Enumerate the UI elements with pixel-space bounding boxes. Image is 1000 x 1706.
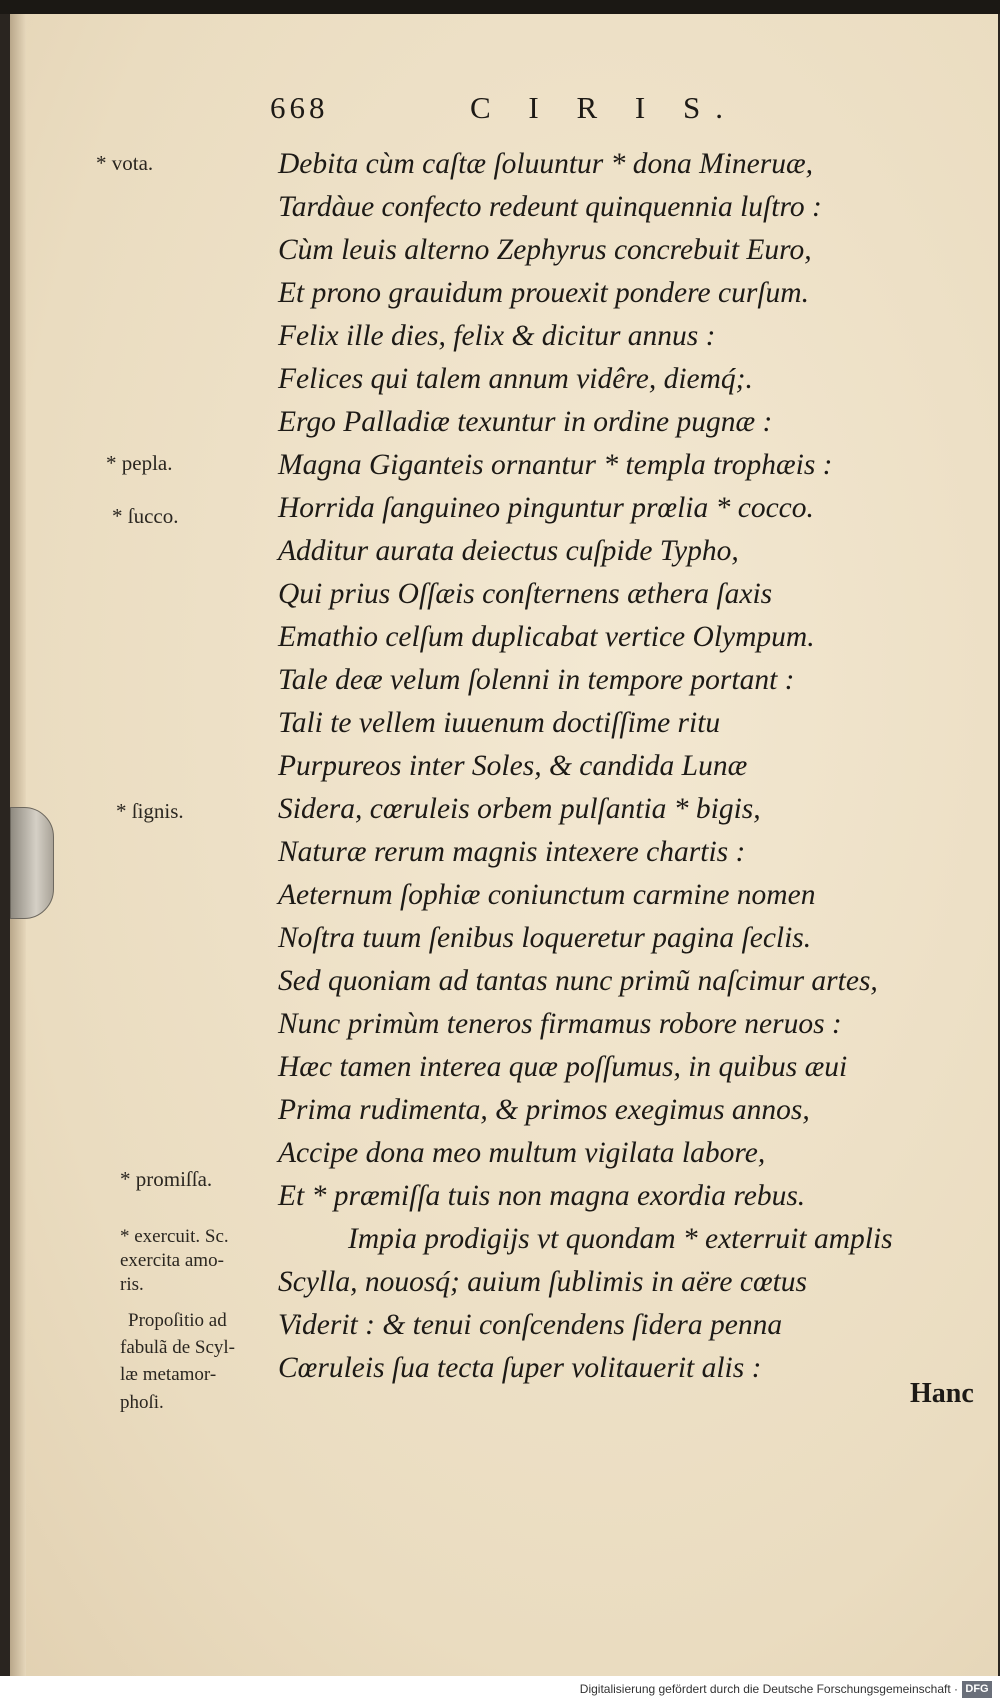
verse-line: Sidera, cœruleis orbem pulſantia * bigis, — [278, 793, 761, 825]
verse-line: Sed quoniam ad tantas nunc primũ naſcimur artes, — [278, 965, 878, 997]
verse-line: Et prono grauidum prouexit pondere curſum. — [278, 277, 809, 309]
verse-line: Qui prius Oſſæis conſternens æthera ſaxis — [278, 578, 773, 610]
verse-line: Accipe dona meo multum vigilata labore, — [278, 1137, 766, 1169]
page-clip — [10, 807, 54, 919]
top-border — [0, 0, 1000, 14]
verse-line: Scylla, nouosq́; auium ſublimis in aëre cœtus — [278, 1266, 808, 1298]
verse-line: Tali te vellem iuuenum doctiſſime ritu — [278, 707, 721, 739]
margin-note: fabulã de Scyl- — [120, 1337, 236, 1358]
verse-line: Hæc tamen interea quæ poſſumus, in quibus æui — [278, 1051, 848, 1083]
footer-bar — [0, 1676, 1000, 1706]
catchword: Hanc — [910, 1378, 974, 1409]
margin-note: * ſucco. — [112, 504, 179, 528]
verse-line: Prima rudimenta, & primos exegimus annos, — [278, 1094, 810, 1126]
running-head — [270, 90, 770, 128]
verse-line: Felices qui talem annum vidêre, diemq́;. — [278, 363, 753, 395]
verse-line: Tale deæ velum ſolenni in tempore portant : — [278, 664, 795, 696]
verse-line: Cùm leuis alterno Zephyrus concrebuit Euro, — [278, 234, 812, 266]
dfg-logo-icon[interactable]: DFG — [962, 1681, 992, 1698]
margin-note: * promiſſa. — [120, 1167, 213, 1191]
margin-note: * exercuit. Sc. — [120, 1226, 229, 1247]
margin-note: phoſi. — [120, 1392, 164, 1413]
margin-note: * pepla. — [106, 451, 173, 475]
verse-line: Emathio celſum duplicabat vertice Olympum. — [278, 621, 815, 653]
verse-line: Horrida ſanguineo pinguntur prœlia * cocco. — [278, 492, 814, 524]
margin-note: exercita amo- — [120, 1250, 224, 1271]
verse-line: Additur aurata deiectus cuſpide Typho, — [278, 535, 739, 567]
margin-note: Propoſitio ad — [128, 1310, 227, 1331]
margin-note: * vota. — [96, 151, 154, 175]
verse-line: Magna Giganteis ornantur * templa trophæis : — [278, 449, 833, 481]
verse-line: Impia prodigijs vt quondam * exterruit amplis — [348, 1223, 893, 1255]
verse-line: Nunc primùm teneros firmamus robore neruos : — [278, 1008, 842, 1040]
margin-note: læ metamor- — [120, 1364, 217, 1385]
verse-line: Tardàue confecto redeunt quinquennia luſtro : — [278, 191, 822, 223]
verse-line: Felix ille dies, felix & dicitur annus : — [278, 320, 716, 352]
margin-note: * ſignis. — [116, 799, 184, 823]
verse-line: Ergo Palladiæ texuntur in ordine pugnæ : — [278, 406, 773, 438]
page-number: 668 — [270, 90, 329, 125]
verse-line: Purpureos inter Soles, & candida Lunæ — [278, 750, 748, 782]
running-title: C I R I S. — [470, 90, 738, 125]
verse-line: Cœruleis ſua tecta ſuper volitauerit alis : — [278, 1352, 762, 1384]
footer-credit: Digitalisierung gefördert durch die Deutsche Forschungsgemeinschaft · — [579, 1682, 958, 1696]
verse-line: Et * præmiſſa tuis non magna exordia rebus. — [278, 1180, 806, 1212]
verse-line: Noſtra tuum ſenibus loqueretur pagina ſeclis. — [278, 922, 812, 954]
verse-line: Naturæ rerum magnis intexere chartis : — [278, 836, 746, 868]
margin-note: ris. — [120, 1274, 144, 1295]
verse-line: Viderit : & tenui conſcendens ſidera penna — [278, 1309, 783, 1341]
verse-line: Debita cùm caſtæ ſoluuntur * dona Mineruæ, — [278, 148, 814, 180]
verse-line: Aeternum ſophiæ coniunctum carmine nomen — [278, 879, 816, 911]
